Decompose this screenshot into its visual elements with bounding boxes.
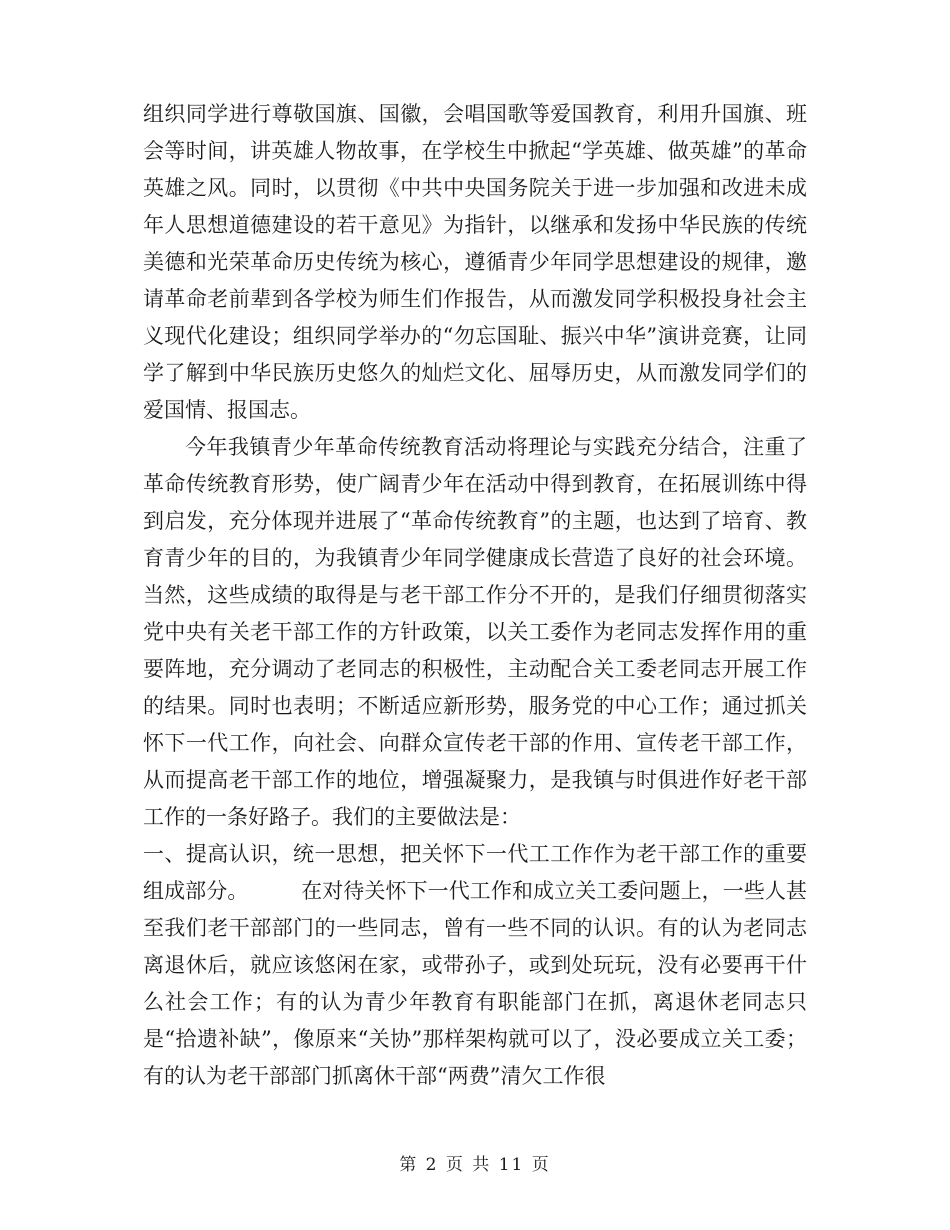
paragraph-achievements: 今年我镇青少年革命传统教育活动将理论与实践充分结合，注重了革命传统教育形势，使广阔青少年在活动中得到教育，在拓展训练中得到启发，充分体现并进展了“革命传统教育”的主题，也达到了培育、教育青少年的目的，为我镇青少年同学健康成长营造了良好的社会环境。 当然，这些成绩的取得是与老干部工作分不开的，是我们仔细贯彻落实党中央有关老干部工作的方针政策，以关工委作为老同志发挥作用的重要阵地，充分调动了老同志的积极性，主动配合关工委老同志开展工作的结果。同时也表明；不断适应新形势，服务党的中心工作；通过抓关怀下一代工作，向社会、向群众宣传老干部的作用、宣传老干部工作，从而提高老干部工作的地位，增强凝聚力，是我镇与时俱进作好老干部工作的一条好路子。我们的主要做法是： [143, 435, 807, 829]
paragraph-continued: 组织同学进行尊敬国旗、国徽，会唱国歌等爱国教育，利用升国旗、班会等时间，讲英雄人物故事，在学校生中掀起“学英雄、做英雄”的革命英雄之风。同时，以贯彻《中共中央国务院关于进一步加强和改进未成年人思想道德建设的若干意见》为指针，以继承和发扬中华民族的传统美德和光荣革命历史传统为核心，遵循青少年同学思想建设的规律，邀请革命老前辈到各学校为师生们作报告，从而激发同学积极投身社会主义现代化建设；组织同学举办的“勿忘国耻、振兴中华”演讲竞赛，让同学了解到中华民族历史悠久的灿烂文化、屈辱历史，从而激发同学们的爱国情、报国志。 [143, 102, 807, 422]
page-number-footer: 第 2 页 共 11 页 [399, 1155, 551, 1175]
paragraph-section-one: 一、提高认识，统一思想，把关怀下一代工工作作为老干部工作的重要组成部分。 在对待关怀下一代工作和成立关工委问题上，一些人甚至我们老干部部门的一些同志，曾有一些不同的认识。有的认为老同志离退休后，就应该悠闲在家，或带孙子，或到处玩玩，没有必要再干什么社会工作；有的认为青少年教育有职能部门在抓，离退休老同志只是“拾遗补缺”，像原来“关协”那样架构就可以了，没必要成立关工委；有的认为老干部部门抓离休干部“两费”清欠工作很 [143, 842, 807, 1088]
document-body [143, 96, 807, 1095]
